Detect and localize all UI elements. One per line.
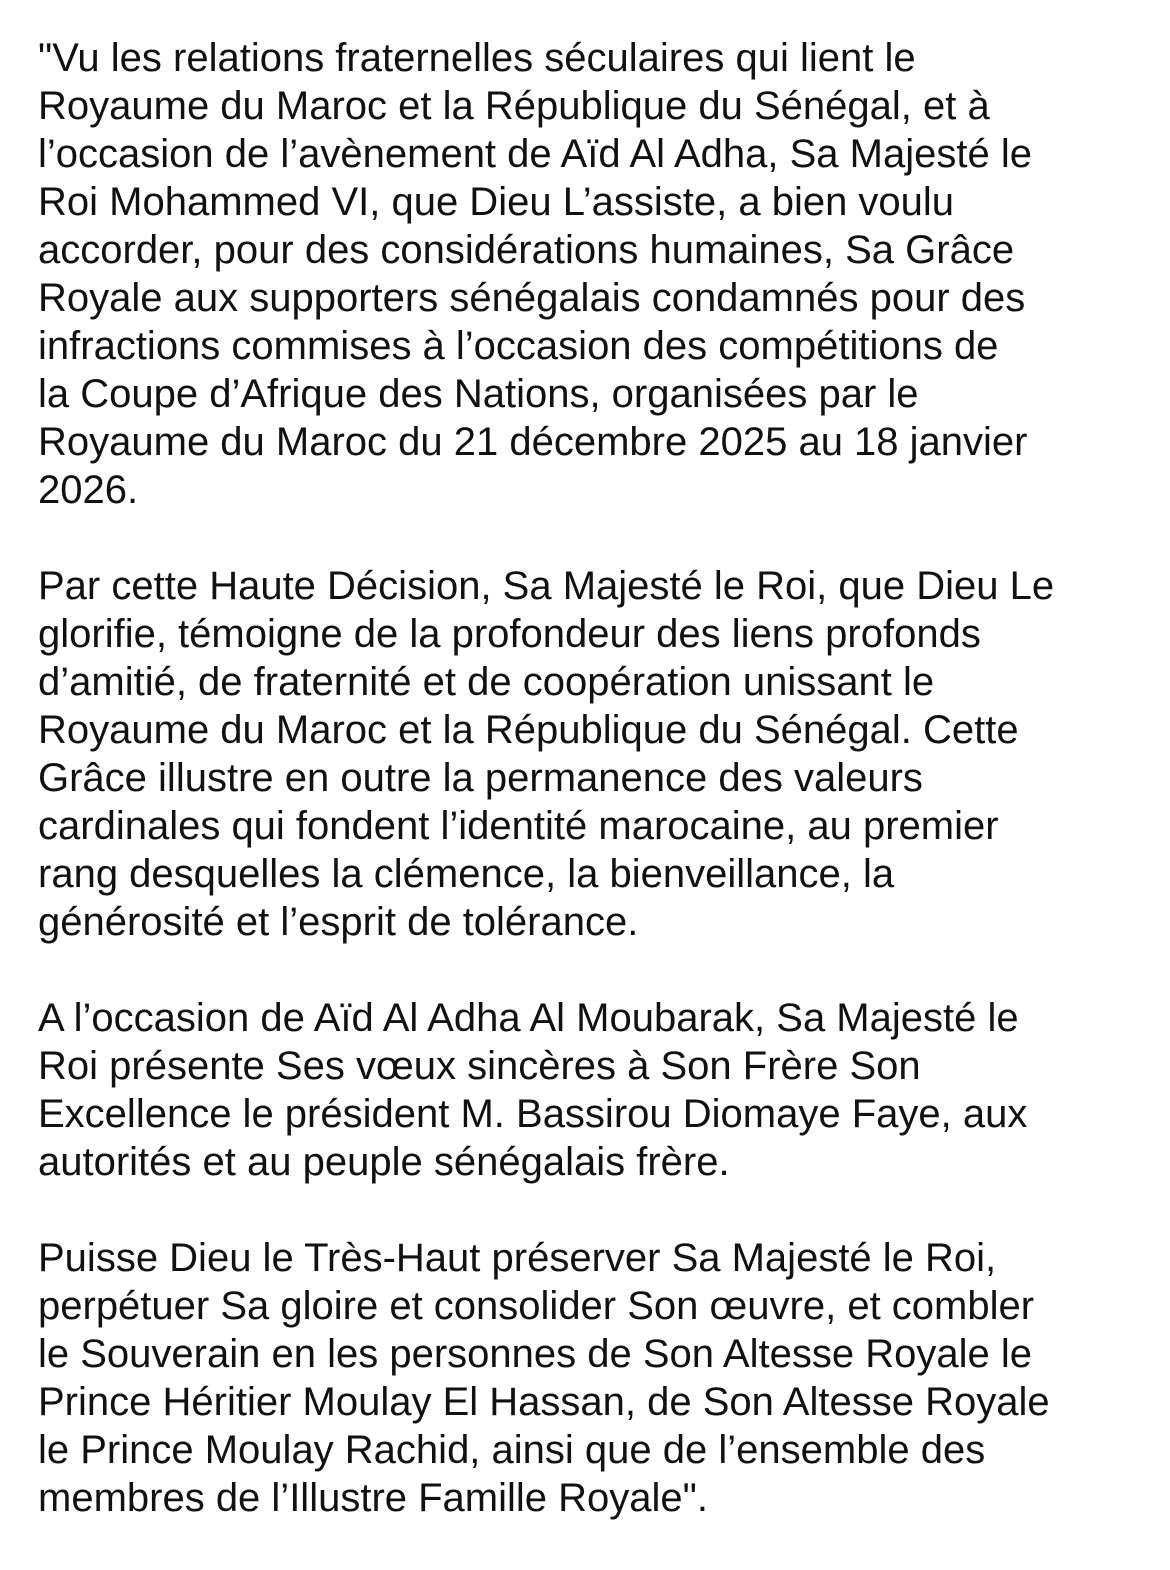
text-line: Prince Héritier Moulay El Hassan, de Son Altesse Royale (38, 1380, 1050, 1424)
text-line: Royaume du Maroc et la République du Sénégal. Cette (38, 708, 1019, 752)
paragraph-4 (38, 1234, 1148, 1522)
text-line: rang desquelles la clémence, la bienveillance, la (38, 852, 895, 896)
text-line: Excellence le président M. Bassirou Diomaye Faye, aux (38, 1092, 1028, 1136)
text-line: "Vu les relations fraternelles séculaires qui lient le (38, 36, 916, 80)
paragraph-3 (38, 994, 1148, 1186)
text-line: Roi Mohammed VI, que Dieu L’assiste, a bien voulu (38, 180, 955, 224)
text-line: A l’occasion de Aïd Al Adha Al Moubarak, Sa Majesté le (38, 996, 1019, 1040)
paragraph-2 (38, 562, 1148, 946)
text-line: perpétuer Sa gloire et consolider Son œuvre, et combler (38, 1284, 1035, 1328)
text-line: Roi présente Ses vœux sincères à Son Frère Son (38, 1044, 921, 1088)
text-line: cardinales qui fondent l’identité marocaine, au premier (38, 804, 999, 848)
text-line: infractions commises à l’occasion des compétitions de (38, 324, 999, 368)
text-line: membres de l’Illustre Famille Royale". (38, 1476, 708, 1520)
text-line: Grâce illustre en outre la permanence des valeurs (38, 756, 923, 800)
text-line: d’amitié, de fraternité et de coopération unissant le (38, 660, 935, 704)
text-line: Royaume du Maroc et la République du Sénégal, et à (38, 84, 990, 128)
text-line: accorder, pour des considérations humaines, Sa Grâce (38, 228, 1015, 272)
text-line: Puisse Dieu le Très-Haut préserver Sa Majesté le Roi, (38, 1236, 997, 1280)
text-line: le Prince Moulay Rachid, ainsi que de l’ensemble des (38, 1428, 986, 1472)
text-line: la Coupe d’Afrique des Nations, organisées par le (38, 372, 919, 416)
text-line: le Souverain en les personnes de Son Altesse Royale le (38, 1332, 1032, 1376)
text-line: générosité et l’esprit de tolérance. (38, 900, 639, 944)
text-line: autorités et au peuple sénégalais frère. (38, 1140, 730, 1184)
text-line: Royaume du Maroc du 21 décembre 2025 au 18 janvier (38, 420, 1028, 464)
text-line: Par cette Haute Décision, Sa Majesté le Roi, que Dieu Le (38, 564, 1055, 608)
text-line: l’occasion de l’avènement de Aïd Al Adha, Sa Majesté le (38, 132, 1032, 176)
text-line: 2026. (38, 468, 139, 512)
text-line: glorifie, témoigne de la profondeur des liens profonds (38, 612, 981, 656)
statement-document (38, 34, 1148, 1570)
text-line: Royale aux supporters sénégalais condamnés pour des (38, 276, 1026, 320)
paragraph-1 (38, 34, 1148, 514)
